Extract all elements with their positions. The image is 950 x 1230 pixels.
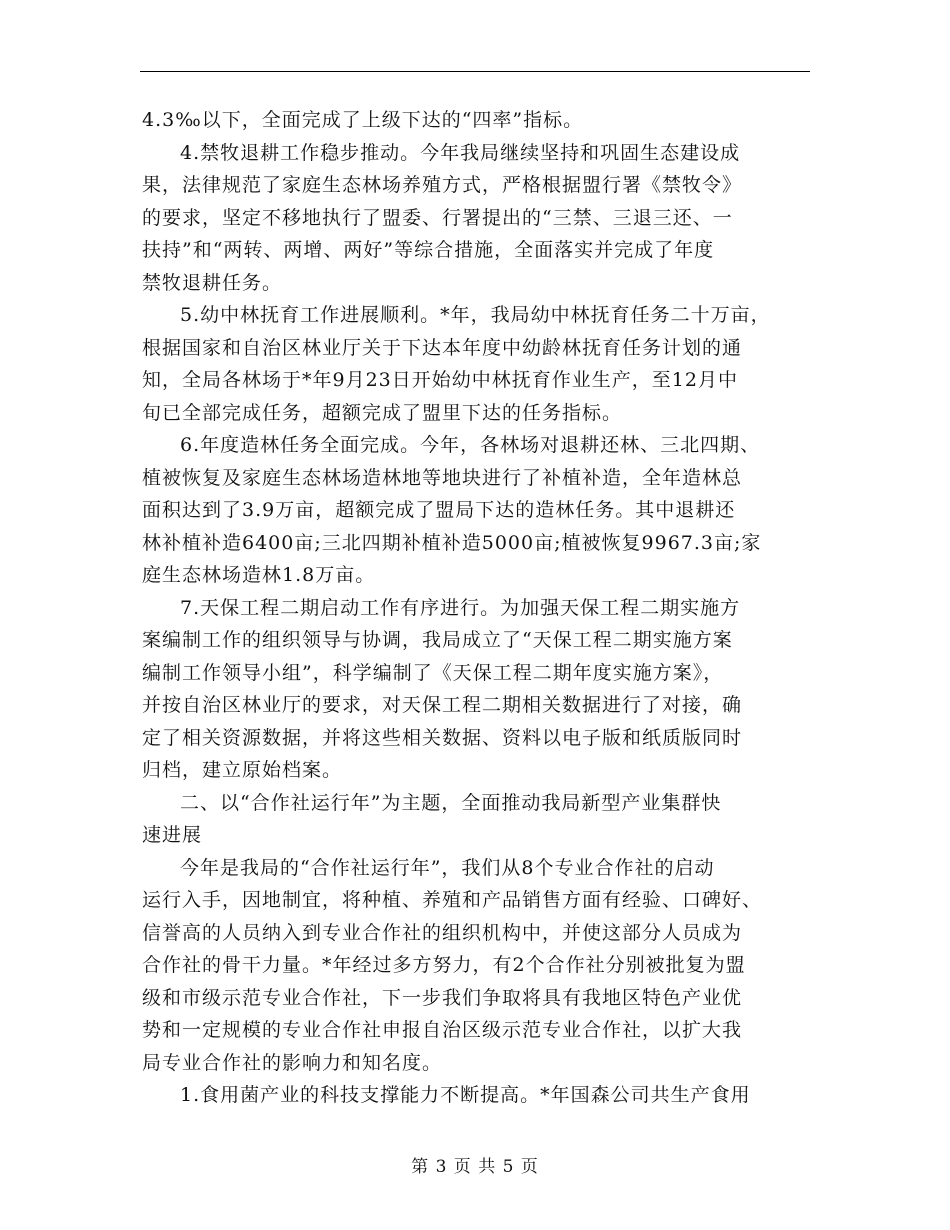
text-line: 知，全局各林场于*年9月23日开始幼中林抚育作业生产，至12月中: [142, 369, 738, 391]
text-line: 案编制工作的组织领导与协调，我局成立了“天保工程二期实施方案: [142, 629, 733, 651]
text-line: 级和市级示范专业合作社，下一步我们争取将具有我地区特色产业优: [142, 986, 743, 1009]
text-line: 植被恢复及家庭生态林场造林地等地块进行了补植补造，全年造林总: [142, 466, 743, 489]
text-line: 势和一定规模的专业合作社申报自治区级示范专业合作社，以扩大我: [142, 1019, 743, 1041]
text-line: 扶持”和“两转、两增、两好”等综合措施，全面落实并完成了年度: [142, 239, 715, 261]
text-line: 6.年度造林任务全面完成。今年，各林场对退耕还林、三北四期、: [180, 434, 761, 456]
page-number: 第 3 页 共 5 页: [411, 1157, 539, 1177]
document-body: [142, 104, 822, 1112]
text-line: 旬已全部完成任务，超额完成了盟里下达的任务指标。: [142, 401, 623, 424]
text-line: 定了相关资源数据，并将这些相关数据、资料以电子版和纸质版同时: [142, 726, 743, 749]
text-line: 果，法律规范了家庭生态林场养殖方式，严格根据盟行署《禁牧令》: [142, 174, 743, 196]
text-line: 编制工作领导小组”，科学编制了《天保工程二期年度实施方案》，: [142, 661, 724, 684]
text-line: 4.禁牧退耕工作稳步推动。今年我局继续坚持和巩固生态建设成: [180, 141, 741, 164]
text-line: 庭生态林场造林1.8万亩。: [142, 564, 376, 586]
text-line: 5.幼中林抚育工作进展顺利。*年，我局幼中林抚育任务二十万亩，: [180, 304, 771, 326]
text-line: 合作社的骨干力量。*年经过多方努力，有2个合作社分别被批复为盟: [142, 954, 746, 976]
text-line: 信誉高的人员纳入到专业合作社的组织机构中，并使这部分人员成为: [142, 921, 743, 944]
text-line: 7.天保工程二期启动工作有序进行。为加强天保工程二期实施方: [180, 596, 741, 619]
header-rule: [140, 71, 810, 72]
text-line: 1.食用菌产业的科技支撑能力不断提高。*年国森公司共生产食用: [180, 1084, 751, 1106]
section-heading: 二、以“合作社运行年”为主题，全面推动我局新型产业集群快: [180, 791, 722, 814]
text-line: 禁牧退耕任务。: [142, 271, 283, 294]
section-heading: 速进展: [142, 824, 203, 846]
text-line: 并按自治区林业厅的要求，对天保工程二期相关数据进行了对接，确: [142, 694, 743, 716]
text-line: 林补植补造6400亩;三北四期补植补造5000亩;植被恢复9967.3亩;家: [142, 531, 762, 554]
text-line: 的要求，坚定不移地执行了盟委、行署提出的“三禁、三退三还、一: [142, 206, 733, 229]
text-line: 面积达到了3.9万亩，超额完成了盟局下达的造林任务。其中退耕还: [142, 499, 736, 521]
text-line: 今年是我局的“合作社运行年”，我们从8个专业合作社的启动: [180, 856, 715, 879]
text-line: 归档，建立原始档案。: [142, 759, 343, 781]
text-line: 4.3‰以下，全面完成了上级下达的“四率”指标。: [142, 109, 584, 131]
text-line: 局专业合作社的影响力和知名度。: [142, 1051, 443, 1074]
text-line: 根据国家和自治区林业厅关于下达本年度中幼龄林抚育任务计划的通: [142, 336, 743, 359]
text-line: 运行入手，因地制宜，将种植、养殖和产品销售方面有经验、口碑好、: [142, 889, 763, 911]
